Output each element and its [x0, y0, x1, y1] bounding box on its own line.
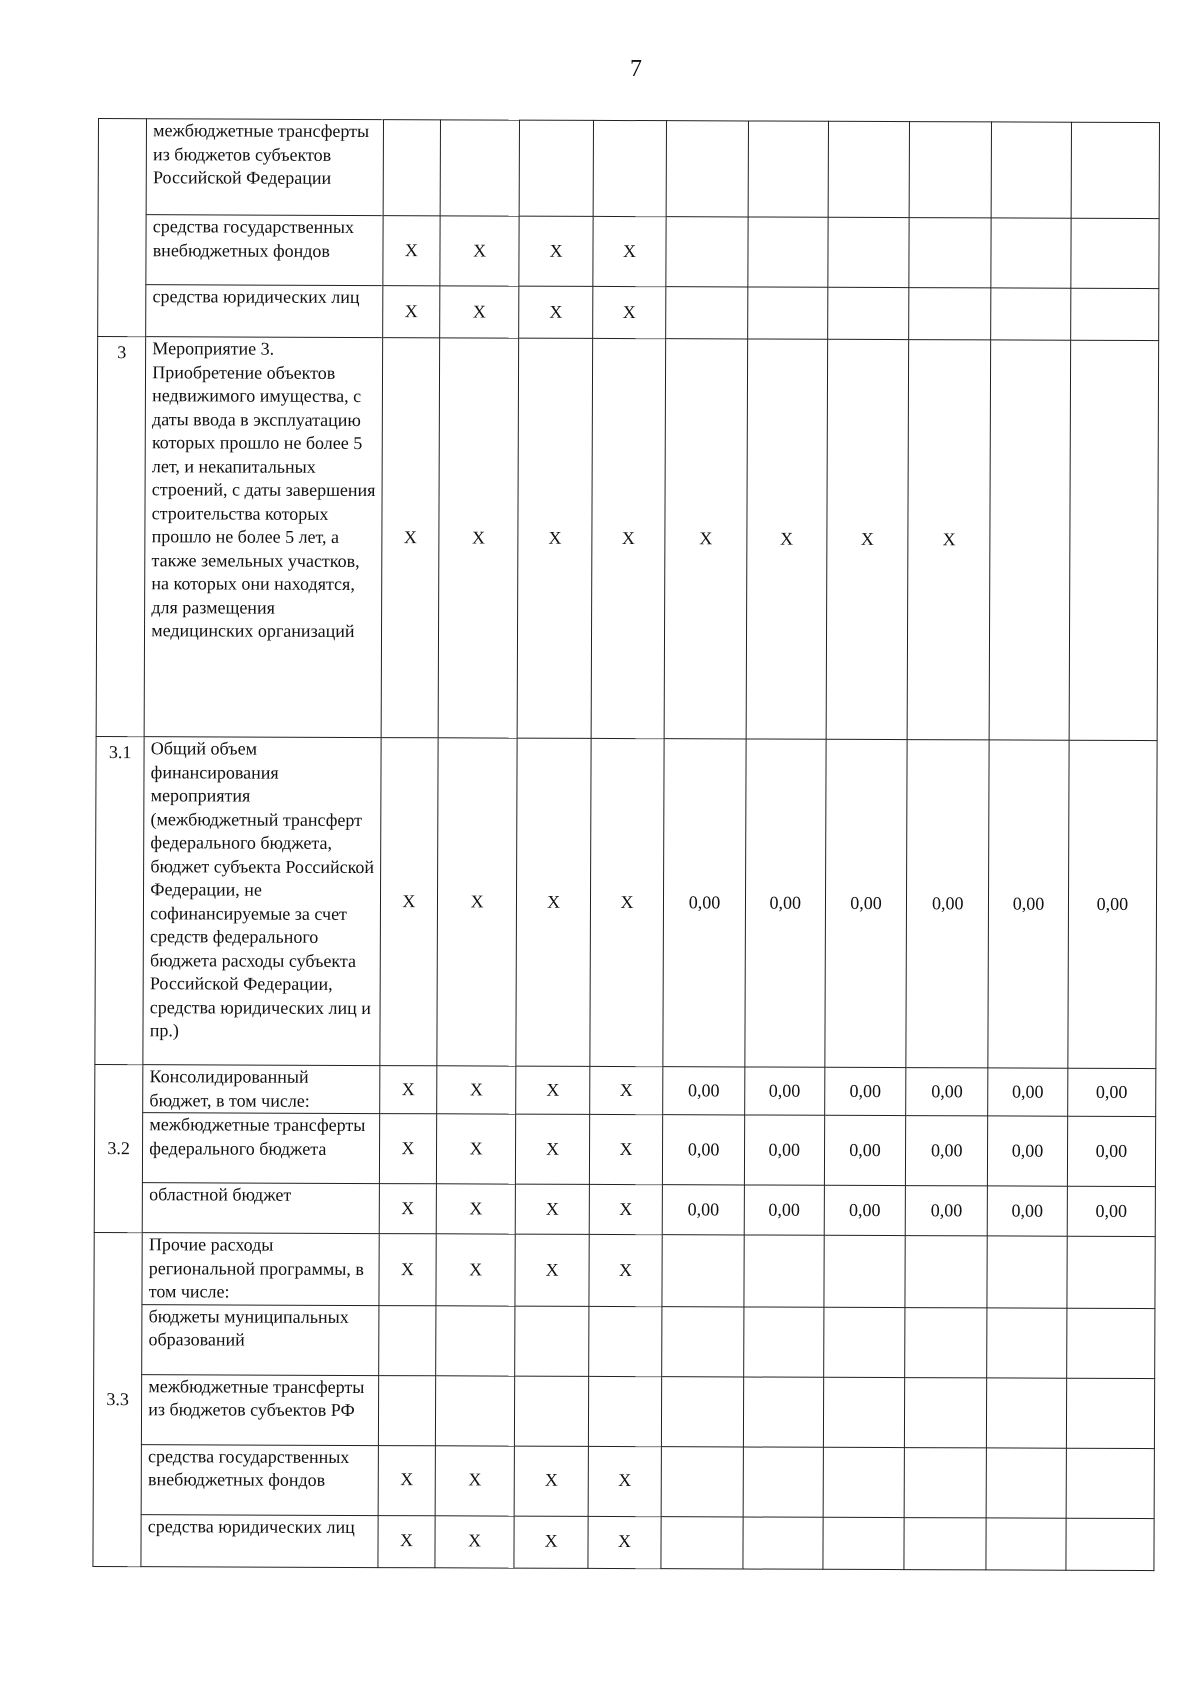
financing-table: [92, 118, 1160, 1571]
value-cell: 0,00: [824, 739, 907, 1067]
value-cell: 0,00: [906, 1116, 988, 1186]
value-cell: X: [439, 286, 519, 338]
description-cell: средства юридических лиц: [141, 1514, 378, 1567]
value-cell: [823, 1377, 905, 1447]
value-cell: 0,00: [745, 1067, 825, 1115]
value-cell: X: [435, 1515, 515, 1567]
value-cell: X: [588, 1446, 662, 1516]
value-cell: [662, 1306, 744, 1376]
value-cell: X: [588, 1516, 662, 1568]
value-cell: [909, 288, 991, 340]
value-cell: [827, 287, 909, 339]
row-number-cell: [98, 119, 147, 337]
description-cell: Общий объем финансирования мероприятия (межбюджетный трансферт федерального бюджета, бюджет субъекта Российской Федерации, не софинансируемые за счет средств федерального бюджета расходы субъекта Российской Федерации, средства юридических лиц и пр.): [143, 737, 381, 1066]
value-cell: [435, 1305, 515, 1375]
value-cell: X: [383, 286, 440, 338]
value-cell: [662, 1235, 744, 1307]
description-cell: межбюджетные трансферты из бюджетов субъектов РФ: [142, 1374, 379, 1445]
value-cell: X: [908, 340, 991, 740]
value-cell: [661, 1446, 743, 1516]
value-cell: 0,00: [663, 1067, 745, 1115]
value-cell: [1066, 1518, 1154, 1570]
value-cell: 0,00: [663, 739, 746, 1067]
table-body: [93, 119, 1160, 1571]
value-cell: [1071, 218, 1159, 288]
value-cell: X: [516, 1066, 590, 1114]
value-cell: X: [379, 1234, 436, 1306]
table-row: [93, 1444, 1154, 1518]
value-cell: X: [436, 1234, 516, 1306]
value-cell: X: [826, 339, 909, 739]
value-cell: 0,00: [663, 1115, 745, 1185]
value-cell: X: [593, 216, 667, 286]
value-cell: [1067, 1236, 1155, 1308]
value-cell: [823, 1517, 905, 1569]
value-cell: [987, 1236, 1067, 1308]
value-cell: X: [438, 338, 519, 738]
value-cell: [383, 120, 440, 216]
value-cell: X: [383, 216, 440, 286]
table-row: [94, 1304, 1155, 1378]
value-cell: [435, 1375, 515, 1445]
value-cell: 0,00: [1068, 740, 1157, 1068]
value-cell: X: [436, 1114, 516, 1184]
value-cell: X: [380, 738, 438, 1066]
value-cell: [909, 218, 991, 288]
value-cell: 0,00: [744, 1185, 824, 1235]
table-row: [93, 1374, 1154, 1448]
table-row: [98, 285, 1159, 341]
value-cell: X: [590, 738, 665, 1066]
value-cell: 0,00: [1067, 1186, 1155, 1236]
table-row: [95, 1064, 1156, 1116]
value-cell: [379, 1375, 436, 1445]
value-cell: X: [592, 286, 666, 338]
value-cell: X: [589, 1066, 663, 1114]
value-cell: [662, 1376, 744, 1446]
value-cell: X: [380, 1066, 437, 1114]
table-row: [98, 215, 1159, 289]
description-cell: средства юридических лиц: [146, 285, 383, 338]
value-cell: [1066, 1308, 1154, 1378]
value-cell: 0,00: [1067, 1116, 1155, 1186]
row-number-cell: 3.1: [95, 736, 144, 1064]
value-cell: [905, 1307, 987, 1377]
value-cell: 0,00: [988, 1116, 1068, 1186]
value-cell: 0,00: [662, 1185, 744, 1235]
value-cell: [588, 1376, 662, 1446]
value-cell: [744, 1306, 824, 1376]
value-cell: [1071, 122, 1160, 218]
table-row: [94, 1182, 1155, 1236]
value-cell: [991, 288, 1071, 340]
value-cell: 0,00: [988, 1068, 1068, 1116]
value-cell: [515, 1376, 589, 1446]
value-cell: X: [519, 216, 593, 286]
description-cell: межбюджетные трансферты из бюджетов субъектов Российской Федерации: [146, 119, 383, 216]
value-cell: [823, 1307, 905, 1377]
value-cell: X: [380, 1114, 437, 1184]
value-cell: 0,00: [1068, 1068, 1156, 1116]
value-cell: [379, 1305, 436, 1375]
description-cell: межбюджетные трансферты федерального бюджета: [143, 1113, 380, 1184]
value-cell: X: [664, 339, 747, 739]
description-cell: средства государственных внебюджетных фондов: [141, 1444, 378, 1515]
value-cell: [991, 122, 1071, 218]
description-cell: областной бюджет: [142, 1183, 379, 1234]
value-cell: X: [591, 338, 666, 738]
value-cell: X: [378, 1445, 435, 1515]
description-cell: Мероприятие 3. Приобретение объектов недвижимого имущества, с даты ввода в эксплуатацию которых прошло не более 5 лет, и некапитальных строений, с даты завершения строительства которых прошло не более 5 лет, а также земельных участков, на которых они находятся, для размещения медицинских организаций: [144, 337, 382, 738]
value-cell: X: [515, 1234, 589, 1306]
value-cell: [904, 1517, 986, 1569]
value-cell: [1066, 1448, 1154, 1518]
value-cell: [520, 120, 594, 216]
value-cell: [905, 1447, 987, 1517]
page-number: 7: [630, 56, 642, 82]
value-cell: [748, 217, 828, 287]
value-cell: [905, 1377, 987, 1447]
value-cell: [828, 121, 910, 217]
value-cell: X: [436, 1066, 516, 1114]
value-cell: 0,00: [824, 1185, 906, 1235]
value-cell: [743, 1376, 823, 1446]
value-cell: [1069, 340, 1159, 740]
value-cell: 0,00: [906, 1186, 988, 1236]
description-cell: средства государственных внебюджетных фондов: [146, 215, 383, 286]
value-cell: X: [378, 1515, 435, 1567]
value-cell: X: [746, 339, 827, 739]
value-cell: X: [589, 1234, 663, 1306]
description-cell: Прочие расходы региональной программы, в том числе:: [142, 1233, 379, 1305]
value-cell: [748, 287, 828, 339]
value-cell: X: [516, 1114, 590, 1184]
row-number-cell: 3.2: [94, 1064, 143, 1232]
description-cell: бюджеты муниципальных образований: [142, 1304, 379, 1375]
value-cell: 0,00: [906, 1068, 988, 1116]
table-row: [94, 1232, 1155, 1308]
value-cell: 0,00: [745, 739, 826, 1067]
table-row: [96, 337, 1159, 741]
value-cell: X: [516, 738, 591, 1066]
value-cell: [991, 218, 1071, 288]
value-cell: [824, 1235, 906, 1307]
value-cell: 0,00: [988, 740, 1069, 1068]
value-cell: [666, 217, 748, 287]
value-cell: [1066, 1378, 1154, 1448]
row-number-cell: 3: [96, 337, 146, 737]
value-cell: [440, 120, 520, 216]
table-row: [95, 736, 1157, 1068]
value-cell: [823, 1447, 905, 1517]
value-cell: [588, 1306, 662, 1376]
value-cell: [743, 1516, 823, 1568]
row-number-cell: 3.3: [93, 1232, 142, 1566]
value-cell: [986, 1447, 1066, 1517]
value-cell: X: [514, 1516, 588, 1568]
value-cell: 0,00: [744, 1115, 824, 1185]
value-cell: X: [518, 338, 593, 738]
value-cell: [743, 1446, 823, 1516]
value-cell: [987, 1377, 1067, 1447]
value-cell: 0,00: [824, 1067, 906, 1115]
value-cell: X: [381, 338, 439, 738]
value-cell: 0,00: [987, 1186, 1067, 1236]
value-cell: [666, 121, 748, 217]
value-cell: [827, 217, 909, 287]
value-cell: X: [379, 1184, 436, 1234]
value-cell: X: [589, 1184, 663, 1234]
value-cell: X: [516, 1184, 590, 1234]
value-cell: [905, 1236, 987, 1308]
value-cell: [989, 340, 1070, 740]
table-row: [93, 1514, 1154, 1570]
value-cell: 0,00: [824, 1115, 906, 1185]
description-cell: Консолидированный бюджет, в том числе:: [143, 1065, 380, 1114]
value-cell: 0,00: [906, 740, 989, 1068]
value-cell: X: [515, 1446, 589, 1516]
value-cell: X: [519, 286, 593, 338]
value-cell: [987, 1307, 1067, 1377]
value-cell: [515, 1306, 589, 1376]
value-cell: X: [440, 216, 520, 286]
value-cell: [593, 120, 667, 216]
value-cell: X: [435, 1445, 515, 1515]
value-cell: [744, 1235, 824, 1307]
value-cell: [748, 121, 828, 217]
value-cell: X: [436, 1184, 516, 1234]
value-cell: X: [437, 738, 518, 1066]
table-row: [98, 119, 1159, 219]
value-cell: [1070, 288, 1158, 340]
table-row: [94, 1112, 1155, 1186]
value-cell: [666, 287, 748, 339]
value-cell: [661, 1516, 743, 1568]
value-cell: [910, 122, 992, 218]
value-cell: X: [589, 1114, 663, 1184]
value-cell: [986, 1517, 1066, 1569]
